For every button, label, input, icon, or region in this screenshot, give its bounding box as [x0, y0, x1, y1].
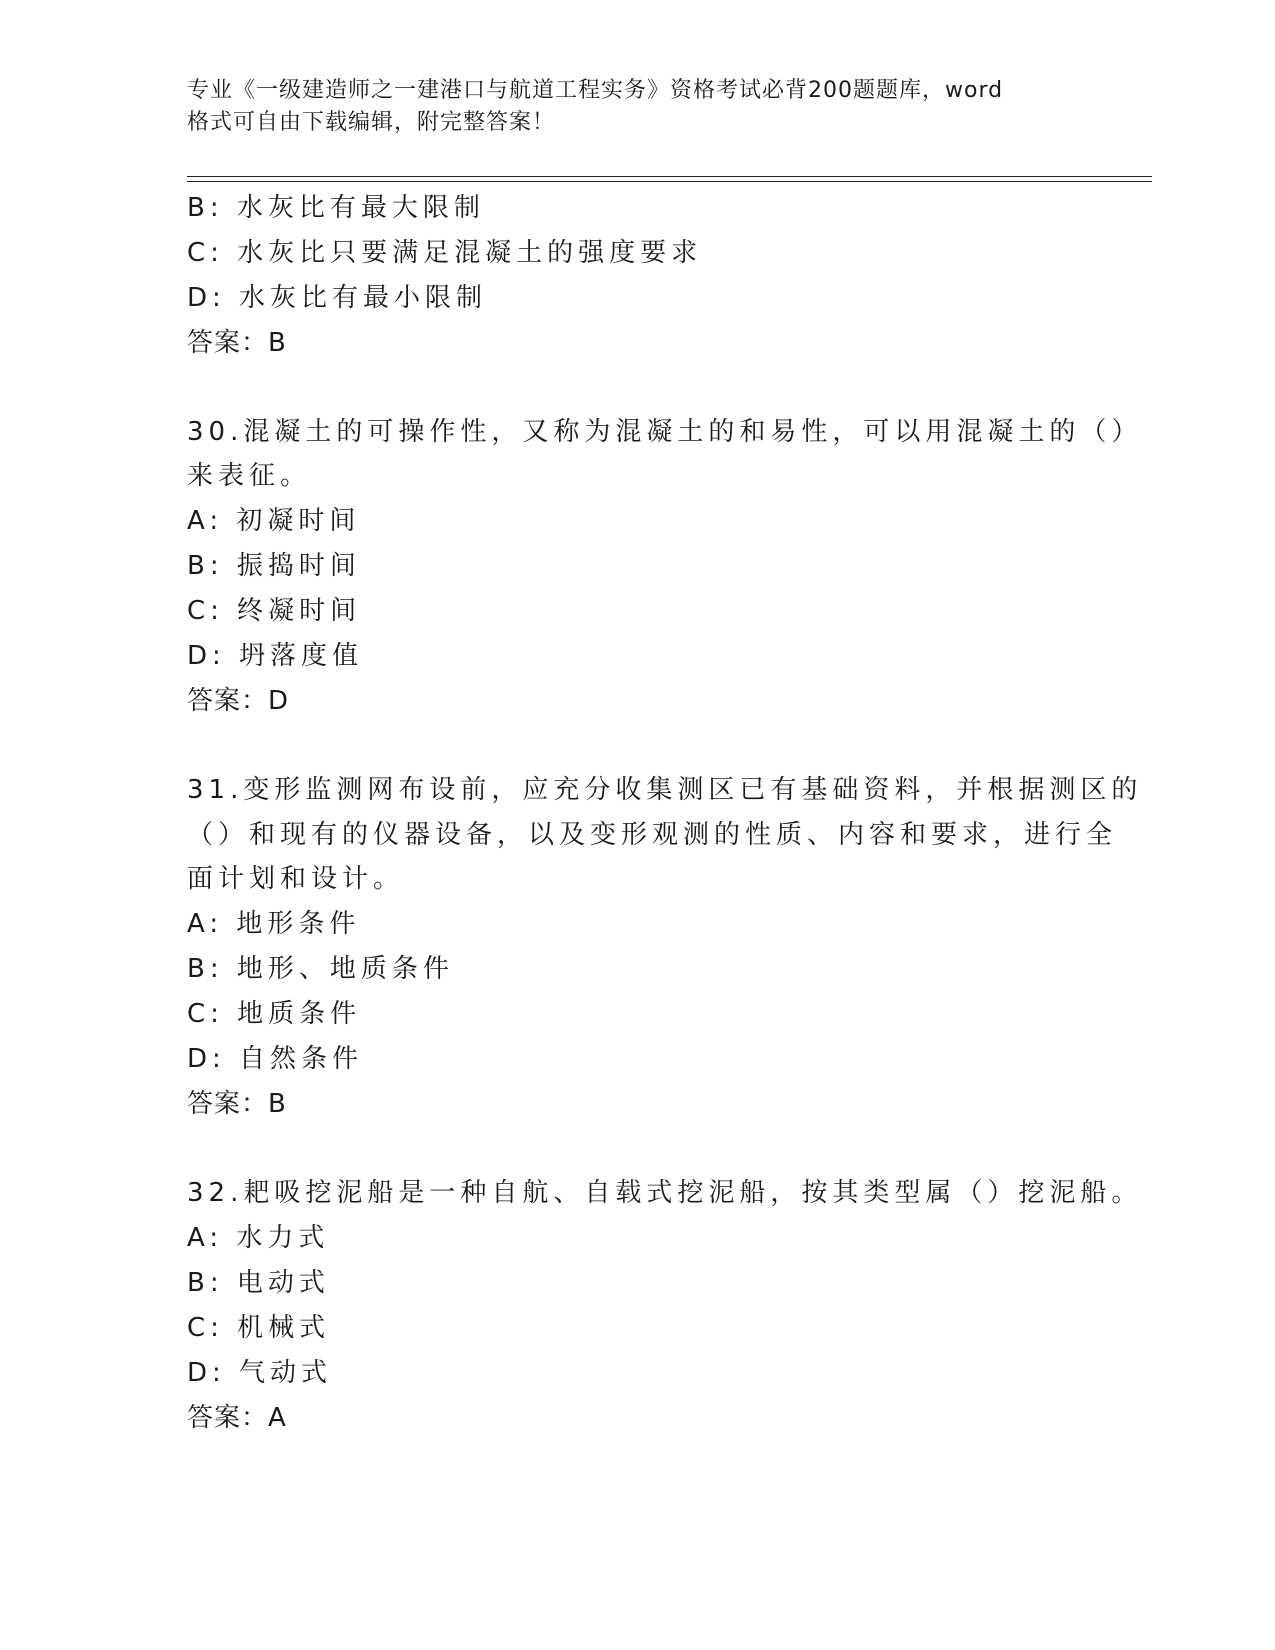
q30-option-c: C: 终凝时间	[187, 596, 362, 626]
q31-option-d: D: 自然条件	[187, 1044, 364, 1074]
q30-option-d: D: 坍落度值	[187, 641, 364, 671]
header-rule-top	[187, 176, 1152, 177]
q31-answer: 答案：B	[187, 1089, 287, 1119]
q30-option-a: A: 初凝时间	[187, 506, 361, 536]
q31-option-b: B: 地形、地质条件	[187, 954, 454, 984]
q30-option-b: B: 振捣时间	[187, 551, 361, 581]
q31-stem-line-2: （）和现有的仪器设备，以及变形观测的性质、内容和要求，进行全	[187, 820, 1118, 850]
q29-answer: 答案：B	[187, 328, 287, 358]
q29-option-b: B: 水灰比有最大限制	[187, 193, 485, 223]
q32-option-a: A: 水力式	[187, 1223, 330, 1253]
q32-option-c: C: 机械式	[187, 1313, 331, 1343]
q31-option-a: A: 地形条件	[187, 909, 361, 939]
q32-option-b: B: 电动式	[187, 1268, 330, 1298]
q31-option-c: C: 地质条件	[187, 999, 362, 1029]
q29-option-d: D: 水灰比有最小限制	[187, 283, 488, 313]
q32-answer: 答案：A	[187, 1403, 287, 1433]
q29-option-c: C: 水灰比只要满足混凝土的强度要求	[187, 238, 703, 268]
q30-stem-line-1: 30.混凝土的可操作性，又称为混凝土的和易性，可以用混凝土的（）	[187, 417, 1143, 447]
q31-stem-line-1: 31.变形监测网布设前，应充分收集测区已有基础资料，并根据测区的	[187, 775, 1143, 805]
q32-option-d: D: 气动式	[187, 1358, 333, 1388]
header-rule-bottom	[187, 181, 1152, 182]
q30-answer: 答案：D	[187, 686, 290, 716]
q31-stem-line-3: 面计划和设计。	[187, 864, 405, 894]
document-header: 专业《一级建造师之一建港口与航道工程实务》资格考试必背200题题库，word 格式可自由下载编辑，附完整答案！	[187, 78, 1004, 135]
q30-stem-line-2: 来表征。	[187, 461, 312, 491]
q32-stem-line-1: 32.耙吸挖泥船是一种自航、自载式挖泥船，按其类型属（）挖泥船。	[187, 1178, 1143, 1208]
